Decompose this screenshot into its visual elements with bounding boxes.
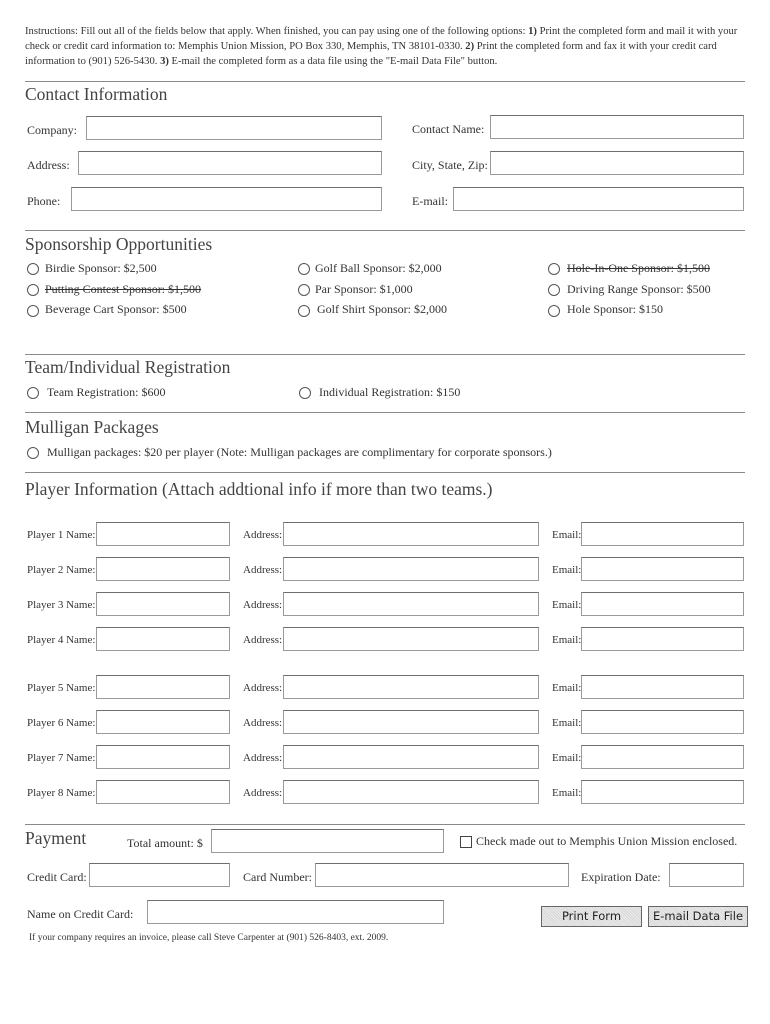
company-field[interactable] bbox=[86, 116, 382, 140]
option-2-text: Print the completed form and fax it with your credit card information to (901) 526-5430. bbox=[25, 41, 717, 67]
player-6-email-label: Email: bbox=[552, 717, 582, 729]
player-4-address-label: Address: bbox=[243, 634, 283, 646]
player-6-name-label: Player 6 Name: bbox=[27, 717, 96, 729]
sponsor-hole-in-one-label: Hole-In-One Sponsor: $1,500 bbox=[567, 261, 710, 275]
name-on-card-label: Name on Credit Card: bbox=[27, 907, 134, 921]
city-state-zip-label: City, State, Zip: bbox=[412, 158, 488, 172]
player-2-name-field[interactable] bbox=[96, 557, 230, 581]
sponsor-driving-range-label: Driving Range Sponsor: $500 bbox=[567, 282, 711, 296]
check-enclosed-checkbox[interactable] bbox=[460, 836, 472, 848]
player-7-email-field[interactable] bbox=[581, 745, 744, 769]
sponsor-driving-range-radio[interactable] bbox=[548, 284, 560, 296]
credit-card-label: Credit Card: bbox=[27, 870, 87, 884]
card-number-label: Card Number: bbox=[243, 870, 312, 884]
team-registration-radio[interactable] bbox=[27, 387, 39, 399]
sponsor-golf-ball-label: Golf Ball Sponsor: $2,000 bbox=[315, 261, 442, 275]
player-7-name-field[interactable] bbox=[96, 745, 230, 769]
player-4-email-field[interactable] bbox=[581, 627, 744, 651]
option-3-number: 3) bbox=[160, 56, 169, 67]
player-4-email-label: Email: bbox=[552, 634, 582, 646]
player-2-email-label: Email: bbox=[552, 564, 582, 576]
player-8-name-label: Player 8 Name: bbox=[27, 787, 96, 799]
mulligan-label: Mulligan packages: $20 per player (Note: Mulligan packages are complimentary for corporate sponsors.) bbox=[47, 445, 552, 459]
player-7-name-label: Player 7 Name: bbox=[27, 752, 96, 764]
individual-registration-label: Individual Registration: $150 bbox=[319, 385, 461, 399]
sponsor-golf-shirt-radio[interactable] bbox=[298, 305, 310, 317]
sponsor-golf-ball-radio[interactable] bbox=[298, 263, 310, 275]
player-7-address-field[interactable] bbox=[283, 745, 539, 769]
instructions bbox=[25, 24, 750, 69]
sponsor-beverage-cart-radio[interactable] bbox=[27, 305, 39, 317]
print-form-button[interactable]: Print Form bbox=[541, 906, 642, 927]
payment-heading: Payment bbox=[25, 828, 87, 848]
divider bbox=[25, 472, 745, 473]
sponsor-par-label: Par Sponsor: $1,000 bbox=[315, 282, 413, 296]
player-5-address-label: Address: bbox=[243, 682, 283, 694]
sponsor-putting-contest-label: Putting Contest Sponsor: $1,500 bbox=[45, 282, 202, 296]
company-label: Company: bbox=[27, 123, 77, 137]
sponsor-birdie-label: Birdie Sponsor: $2,500 bbox=[45, 261, 157, 275]
players-heading: Player Information (Attach addtional info if more than two teams.) bbox=[25, 479, 493, 499]
player-3-address-field[interactable] bbox=[283, 592, 539, 616]
expiration-date-label: Expiration Date: bbox=[581, 870, 661, 884]
player-1-address-field[interactable] bbox=[283, 522, 539, 546]
player-1-name-field[interactable] bbox=[96, 522, 230, 546]
sponsor-hole-label: Hole Sponsor: $150 bbox=[567, 302, 663, 316]
player-2-address-field[interactable] bbox=[283, 557, 539, 581]
player-2-address-label: Address: bbox=[243, 564, 283, 576]
player-8-address-label: Address: bbox=[243, 787, 283, 799]
registration-heading: Team/Individual Registration bbox=[25, 357, 231, 377]
sponsor-hole-radio[interactable] bbox=[548, 305, 560, 317]
check-enclosed-label: Check made out to Memphis Union Mission enclosed. bbox=[476, 834, 738, 848]
city-state-zip-field[interactable] bbox=[490, 151, 744, 175]
player-4-address-field[interactable] bbox=[283, 627, 539, 651]
sponsor-golf-shirt-label: Golf Shirt Sponsor: $2,000 bbox=[317, 302, 448, 316]
player-3-email-field[interactable] bbox=[581, 592, 744, 616]
address-label: Address: bbox=[27, 158, 70, 172]
phone-field[interactable] bbox=[71, 187, 382, 211]
player-4-name-field[interactable] bbox=[96, 627, 230, 651]
player-2-email-field[interactable] bbox=[581, 557, 744, 581]
sponsor-putting-contest-radio[interactable] bbox=[27, 284, 39, 296]
player-5-name-field[interactable] bbox=[96, 675, 230, 699]
email-data-file-button[interactable]: E-mail Data File bbox=[648, 906, 748, 927]
invoice-note: If your company requires an invoice, please call Steve Carpenter at (901) 526-8403, ext. 2009. bbox=[29, 933, 389, 943]
player-1-name-label: Player 1 Name: bbox=[27, 529, 96, 541]
divider bbox=[25, 230, 745, 231]
player-6-address-label: Address: bbox=[243, 717, 283, 729]
player-5-address-field[interactable] bbox=[283, 675, 539, 699]
divider bbox=[25, 824, 745, 825]
instructions-intro: Instructions: Fill out all of the fields below that apply. When finished, you can pay using one of the following options: bbox=[25, 26, 529, 37]
mulligan-radio[interactable] bbox=[27, 447, 39, 459]
player-3-name-field[interactable] bbox=[96, 592, 230, 616]
card-number-field[interactable] bbox=[315, 863, 569, 887]
sponsor-birdie-radio[interactable] bbox=[27, 263, 39, 275]
player-5-email-label: Email: bbox=[552, 682, 582, 694]
total-amount-label: Total amount: $ bbox=[127, 836, 203, 850]
individual-registration-radio[interactable] bbox=[299, 387, 311, 399]
contact-name-field[interactable] bbox=[490, 115, 744, 139]
player-4-name-label: Player 4 Name: bbox=[27, 634, 96, 646]
name-on-card-field[interactable] bbox=[147, 900, 444, 924]
sponsor-hole-in-one-radio[interactable] bbox=[548, 263, 560, 275]
divider bbox=[25, 412, 745, 413]
option-1-text: Print the completed form and mail it with your check or credit card information to: Memphis Union Mission, PO Box 330, Memphis, TN 38101-0330. bbox=[25, 26, 738, 52]
player-3-email-label: Email: bbox=[552, 599, 582, 611]
email-field[interactable] bbox=[453, 187, 744, 211]
credit-card-field[interactable] bbox=[89, 863, 230, 887]
player-3-name-label: Player 3 Name: bbox=[27, 599, 96, 611]
team-registration-label: Team Registration: $600 bbox=[47, 385, 166, 399]
address-field[interactable] bbox=[78, 151, 382, 175]
player-7-email-label: Email: bbox=[552, 752, 582, 764]
player-1-email-label: Email: bbox=[552, 529, 582, 541]
option-3-text: E-mail the completed form as a data file using the "E-mail Data File" button. bbox=[168, 56, 498, 67]
expiration-date-field[interactable] bbox=[669, 863, 744, 887]
total-amount-field[interactable] bbox=[211, 829, 444, 853]
contact-heading: Contact Information bbox=[25, 84, 168, 104]
player-8-address-field[interactable] bbox=[283, 780, 539, 804]
player-6-name-field[interactable] bbox=[96, 710, 230, 734]
player-8-email-field[interactable] bbox=[581, 780, 744, 804]
option-2-number: 2) bbox=[465, 41, 475, 52]
player-6-address-field[interactable] bbox=[283, 710, 539, 734]
player-2-name-label: Player 2 Name: bbox=[27, 564, 96, 576]
contact-name-label: Contact Name: bbox=[412, 122, 485, 136]
mulligan-heading: Mulligan Packages bbox=[25, 417, 159, 437]
email-label: E-mail: bbox=[412, 194, 448, 208]
player-6-email-field[interactable] bbox=[581, 710, 744, 734]
player-5-email-field[interactable] bbox=[581, 675, 744, 699]
divider bbox=[25, 354, 745, 355]
option-1-number: 1) bbox=[528, 26, 537, 37]
player-1-address-label: Address: bbox=[243, 529, 283, 541]
player-1-email-field[interactable] bbox=[581, 522, 744, 546]
player-5-name-label: Player 5 Name: bbox=[27, 682, 96, 694]
player-8-name-field[interactable] bbox=[96, 780, 230, 804]
sponsor-beverage-cart-label: Beverage Cart Sponsor: $500 bbox=[45, 302, 187, 316]
sponsorship-heading: Sponsorship Opportunities bbox=[25, 234, 213, 254]
player-7-address-label: Address: bbox=[243, 752, 283, 764]
player-3-address-label: Address: bbox=[243, 599, 283, 611]
player-8-email-label: Email: bbox=[552, 787, 582, 799]
phone-label: Phone: bbox=[27, 194, 61, 208]
sponsor-par-radio[interactable] bbox=[298, 284, 310, 296]
divider bbox=[25, 81, 745, 82]
